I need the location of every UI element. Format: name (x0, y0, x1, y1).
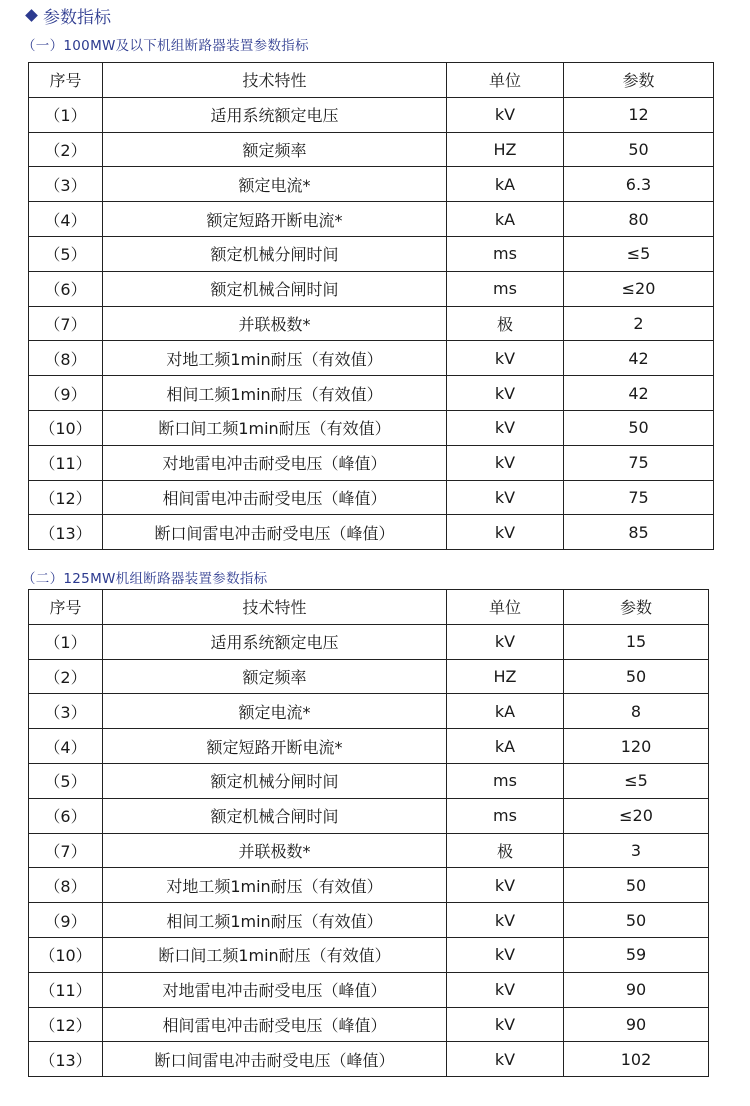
header-value: 参数 (564, 590, 709, 625)
cell-value: 3 (564, 833, 709, 868)
cell-feature: 并联极数* (103, 833, 447, 868)
cell-no: （4） (29, 729, 103, 764)
cell-unit: kV (447, 903, 564, 938)
cell-no: （8） (29, 341, 103, 376)
params-table-100mw (28, 62, 714, 550)
cell-no: （13） (29, 1042, 103, 1077)
cell-no: （8） (29, 868, 103, 903)
cell-value: 15 (564, 624, 709, 659)
cell-feature: 相间雷电冲击耐受电压（峰值） (103, 480, 447, 515)
cell-no: （10） (29, 937, 103, 972)
cell-value: 42 (564, 341, 714, 376)
cell-value: 90 (564, 972, 709, 1007)
cell-value: 8 (564, 694, 709, 729)
cell-value: 50 (564, 132, 714, 167)
cell-value: ≤5 (564, 763, 709, 798)
cell-value: 6.3 (564, 167, 714, 202)
cell-unit: kV (447, 97, 564, 132)
cell-feature: 额定短路开断电流* (103, 202, 447, 237)
table-row (29, 1042, 709, 1077)
table-row (29, 972, 709, 1007)
table-row (29, 694, 709, 729)
cell-no: （3） (29, 694, 103, 729)
table-row (29, 480, 714, 515)
cell-value: 90 (564, 1007, 709, 1042)
cell-unit: HZ (447, 659, 564, 694)
cell-unit: kA (447, 167, 564, 202)
table-row (29, 410, 714, 445)
table-header-row (29, 63, 714, 98)
table-row (29, 833, 709, 868)
cell-feature: 断口间雷电冲击耐受电压（峰值） (103, 515, 447, 550)
cell-value: 102 (564, 1042, 709, 1077)
cell-no: （11） (29, 445, 103, 480)
table-row (29, 659, 709, 694)
table-row (29, 236, 714, 271)
cell-feature: 对地工频1min耐压（有效值） (103, 868, 447, 903)
table-row (29, 798, 709, 833)
table-header-row (29, 590, 709, 625)
cell-no: （10） (29, 410, 103, 445)
cell-no: （11） (29, 972, 103, 1007)
table-row (29, 97, 714, 132)
cell-value: 50 (564, 868, 709, 903)
cell-feature: 额定机械合闸时间 (103, 798, 447, 833)
cell-value: 120 (564, 729, 709, 764)
cell-unit: kV (447, 515, 564, 550)
table-row (29, 937, 709, 972)
cell-value: 2 (564, 306, 714, 341)
header-no: 序号 (29, 63, 103, 98)
table2-caption: （二）125MW机组断路器装置参数指标 (22, 571, 268, 587)
cell-no: （5） (29, 236, 103, 271)
cell-feature: 适用系统额定电压 (103, 624, 447, 659)
cell-feature: 断口间工频1min耐压（有效值） (103, 410, 447, 445)
cell-feature: 相间工频1min耐压（有效值） (103, 903, 447, 938)
cell-feature: 额定机械分闸时间 (103, 763, 447, 798)
cell-unit: kV (447, 410, 564, 445)
cell-feature: 额定机械合闸时间 (103, 271, 447, 306)
cell-feature: 并联极数* (103, 306, 447, 341)
page-title-text: 参数指标 (43, 7, 111, 28)
cell-no: （7） (29, 306, 103, 341)
cell-value: ≤20 (564, 798, 709, 833)
cell-value: 42 (564, 376, 714, 411)
cell-feature: 断口间雷电冲击耐受电压（峰值） (103, 1042, 447, 1077)
table-row (29, 271, 714, 306)
cell-no: （5） (29, 763, 103, 798)
cell-unit: 极 (447, 833, 564, 868)
cell-value: 59 (564, 937, 709, 972)
cell-feature: 断口间工频1min耐压（有效值） (103, 937, 447, 972)
table-row (29, 376, 714, 411)
cell-unit: kV (447, 937, 564, 972)
cell-unit: kV (447, 445, 564, 480)
cell-feature: 额定频率 (103, 659, 447, 694)
table-row (29, 515, 714, 550)
cell-no: （13） (29, 515, 103, 550)
cell-feature: 额定短路开断电流* (103, 729, 447, 764)
cell-no: （6） (29, 798, 103, 833)
header-value: 参数 (564, 63, 714, 98)
cell-unit: kV (447, 972, 564, 1007)
cell-feature: 额定电流* (103, 167, 447, 202)
table-row (29, 445, 714, 480)
table-row (29, 202, 714, 237)
cell-unit: ms (447, 763, 564, 798)
table-row (29, 729, 709, 764)
cell-unit: ms (447, 271, 564, 306)
table-row (29, 341, 714, 376)
header-feature: 技术特性 (103, 63, 447, 98)
header-unit: 单位 (447, 63, 564, 98)
header-unit: 单位 (447, 590, 564, 625)
cell-unit: kV (447, 868, 564, 903)
cell-unit: kA (447, 729, 564, 764)
cell-feature: 额定机械分闸时间 (103, 236, 447, 271)
cell-feature: 额定电流* (103, 694, 447, 729)
cell-unit: kV (447, 480, 564, 515)
cell-value: 85 (564, 515, 714, 550)
table-row (29, 1007, 709, 1042)
cell-feature: 额定频率 (103, 132, 447, 167)
cell-feature: 对地工频1min耐压（有效值） (103, 341, 447, 376)
table-row (29, 903, 709, 938)
cell-no: （1） (29, 624, 103, 659)
cell-feature: 相间工频1min耐压（有效值） (103, 376, 447, 411)
cell-unit: kV (447, 376, 564, 411)
cell-no: （12） (29, 480, 103, 515)
cell-value: 80 (564, 202, 714, 237)
cell-value: 12 (564, 97, 714, 132)
cell-value: ≤5 (564, 236, 714, 271)
params-table-125mw (28, 589, 709, 1077)
cell-value: 75 (564, 445, 714, 480)
cell-feature: 适用系统额定电压 (103, 97, 447, 132)
cell-unit: 极 (447, 306, 564, 341)
cell-unit: HZ (447, 132, 564, 167)
cell-no: （9） (29, 903, 103, 938)
table-row (29, 624, 709, 659)
cell-feature: 对地雷电冲击耐受电压（峰值） (103, 972, 447, 1007)
table-row (29, 306, 714, 341)
cell-feature: 相间雷电冲击耐受电压（峰值） (103, 1007, 447, 1042)
cell-value: ≤20 (564, 271, 714, 306)
table-row (29, 167, 714, 202)
cell-no: （2） (29, 132, 103, 167)
table-row (29, 763, 709, 798)
page-title (27, 4, 111, 26)
cell-unit: kA (447, 202, 564, 237)
cell-no: （1） (29, 97, 103, 132)
cell-unit: ms (447, 236, 564, 271)
cell-unit: kV (447, 1007, 564, 1042)
cell-unit: kA (447, 694, 564, 729)
cell-no: （2） (29, 659, 103, 694)
cell-unit: ms (447, 798, 564, 833)
cell-feature: 对地雷电冲击耐受电压（峰值） (103, 445, 447, 480)
cell-no: （3） (29, 167, 103, 202)
table1-caption: （一）100MW及以下机组断路器装置参数指标 (22, 38, 309, 54)
cell-no: （9） (29, 376, 103, 411)
cell-no: （7） (29, 833, 103, 868)
cell-value: 50 (564, 903, 709, 938)
cell-no: （12） (29, 1007, 103, 1042)
cell-unit: kV (447, 341, 564, 376)
table-row (29, 868, 709, 903)
header-feature: 技术特性 (103, 590, 447, 625)
cell-no: （6） (29, 271, 103, 306)
cell-value: 50 (564, 410, 714, 445)
diamond-bullet-icon (25, 9, 38, 22)
cell-value: 75 (564, 480, 714, 515)
cell-unit: kV (447, 1042, 564, 1077)
table-row (29, 132, 714, 167)
cell-no: （4） (29, 202, 103, 237)
header-no: 序号 (29, 590, 103, 625)
cell-unit: kV (447, 624, 564, 659)
cell-value: 50 (564, 659, 709, 694)
